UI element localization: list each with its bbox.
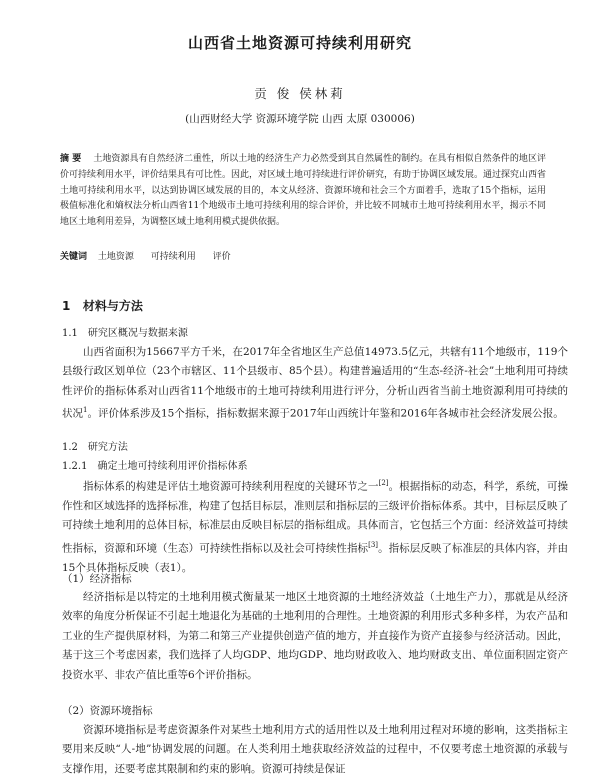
subsection-title: 研究方法 [87,442,128,453]
keyword-item: 可持续利用 [150,252,196,262]
subsection-1-1 [62,324,188,339]
paragraph [62,343,568,424]
subsection-number: 1.2.1 [62,461,88,472]
paragraph-text: 。根据指标的动态，科学，系统，可操作性和区域选择的选择标准，构建了包括目标层，准则层和指标层的三级评价指标体系。其中，目标层反映了可持续土地利用的总体目标，标准层由反映目标层的指标组成。具体而言，它包括三个方面：经济效益可持续性指标，资源和环境（生态）可持续性指标以及社会可持续性指标 [62,480,569,555]
keyword-item: 土地资源 [97,252,134,262]
paragraph-text: 。指标层反映了标准层的具体内容，并由15个具体指标反映（表1）。 [62,542,569,574]
paragraph-text: 山西省面积为15667平方千米，在2017年全省地区生产总值14973.5亿元，共辖有11个地级市，119个县级行政区划单位（23个市辖区、11个县级市、85个县）。构建普遍适用的“生态-经济-社会”土地利用可持续性评价的指标体系对山西省11个地级市的土地可持续利用进行评分，分析山西省当前土地资源利用可持续的状况 [62,346,568,420]
citation: [2] [378,479,389,487]
section-title: 材料与方法 [82,299,143,313]
section-heading-1 [62,297,143,314]
section-number: 1 [62,299,71,313]
subsection-1-2-1 [62,457,247,472]
subsection-title: 确定土地可持续利用评价指标体系 [97,461,248,472]
abstract-label: 摘 要 [60,154,82,164]
citation: 1 [83,406,88,415]
subsection-1-2 [62,438,128,453]
citation: [3] [368,540,379,549]
list-heading-environment: （2）资源环境指标 [62,705,153,717]
abstract [60,152,546,231]
keyword-item: 评价 [212,252,231,262]
abstract-text: 土地资源具有自然经济二重性，所以土地的经济生产力必然受到其自然属性的制约。在具有相似自然条件的地区评价可持续利用水平，评价结果具有可比性。因此，对区域土地可持续进行评价研究，有助于协调区域发展。通过探究山西省土地可持续利用水平，以达到协调区域发展的目的，本文从经济、资源环境和社会三个方面着手，选取了15个指标，运用极值标准化和熵权法分析山西省11个地级市土地可持续利用的综合评价，并比较不同城市土地可持续利用水平，揭示不同地区土地利用差异，为调整区域土地利用模式提供依据。 [60,154,547,228]
paragraph-text: 经济指标是以特定的土地利用模式衡量某一地区土地资源的土地经济效益（土地生产力），那就是从经济效率的角度分析保证不引起土地退化为基础的土地利用的合理性。土地资源的利用形式多种多样，为农产品和工业的生产提供原材料，为第二和第三产业提供创造产值的地方，并直接作为资产直接参与经济活动。因此，基于这三个考虑因素，我们选择了人均GDP、地均GDP、地均财政收入、地均财政支出、单位面积固定资产投资水平、非农产值比重等6个评价指标。 [62,591,568,681]
paragraph-text: 指标体系的构建是评估土地资源可持续利用程度的关键环节之一 [83,480,379,493]
subsection-number: 1.2 [62,442,78,453]
keywords [60,249,546,262]
affiliation: (山西财经大学 资源环境学院 山西 太原 030006) [185,113,415,125]
authors: 贡 俊 侯林莉 [254,86,346,101]
paragraph-text: 。评价体系涉及15个指标，指标数据来源于2017年山西统计年鉴和2016年各城市社会经济发展公报。 [87,407,564,420]
paper-title: 山西省土地资源可持续利用研究 [187,34,412,52]
paragraph [62,588,568,685]
paragraph [62,721,568,779]
keywords-label: 关键词 [60,252,88,262]
subsection-title: 研究区概况与数据来源 [87,328,188,339]
list-heading-economic: （1）经济指标 [62,573,132,585]
paragraph-text: 资源环境指标是考虑资源条件对某些土地利用方式的适用性以及土地利用过程对环境的影响，这类指标主要用来反映“人-地”协调发展的问题。在人类利用土地获取经济效益的过程中，不仅要考虑土地资源的承载与支撑作用，还要考虑其限制和约束的影响。资源可持续是保证 [62,724,568,775]
paragraph [62,474,568,578]
subsection-number: 1.1 [62,328,78,339]
